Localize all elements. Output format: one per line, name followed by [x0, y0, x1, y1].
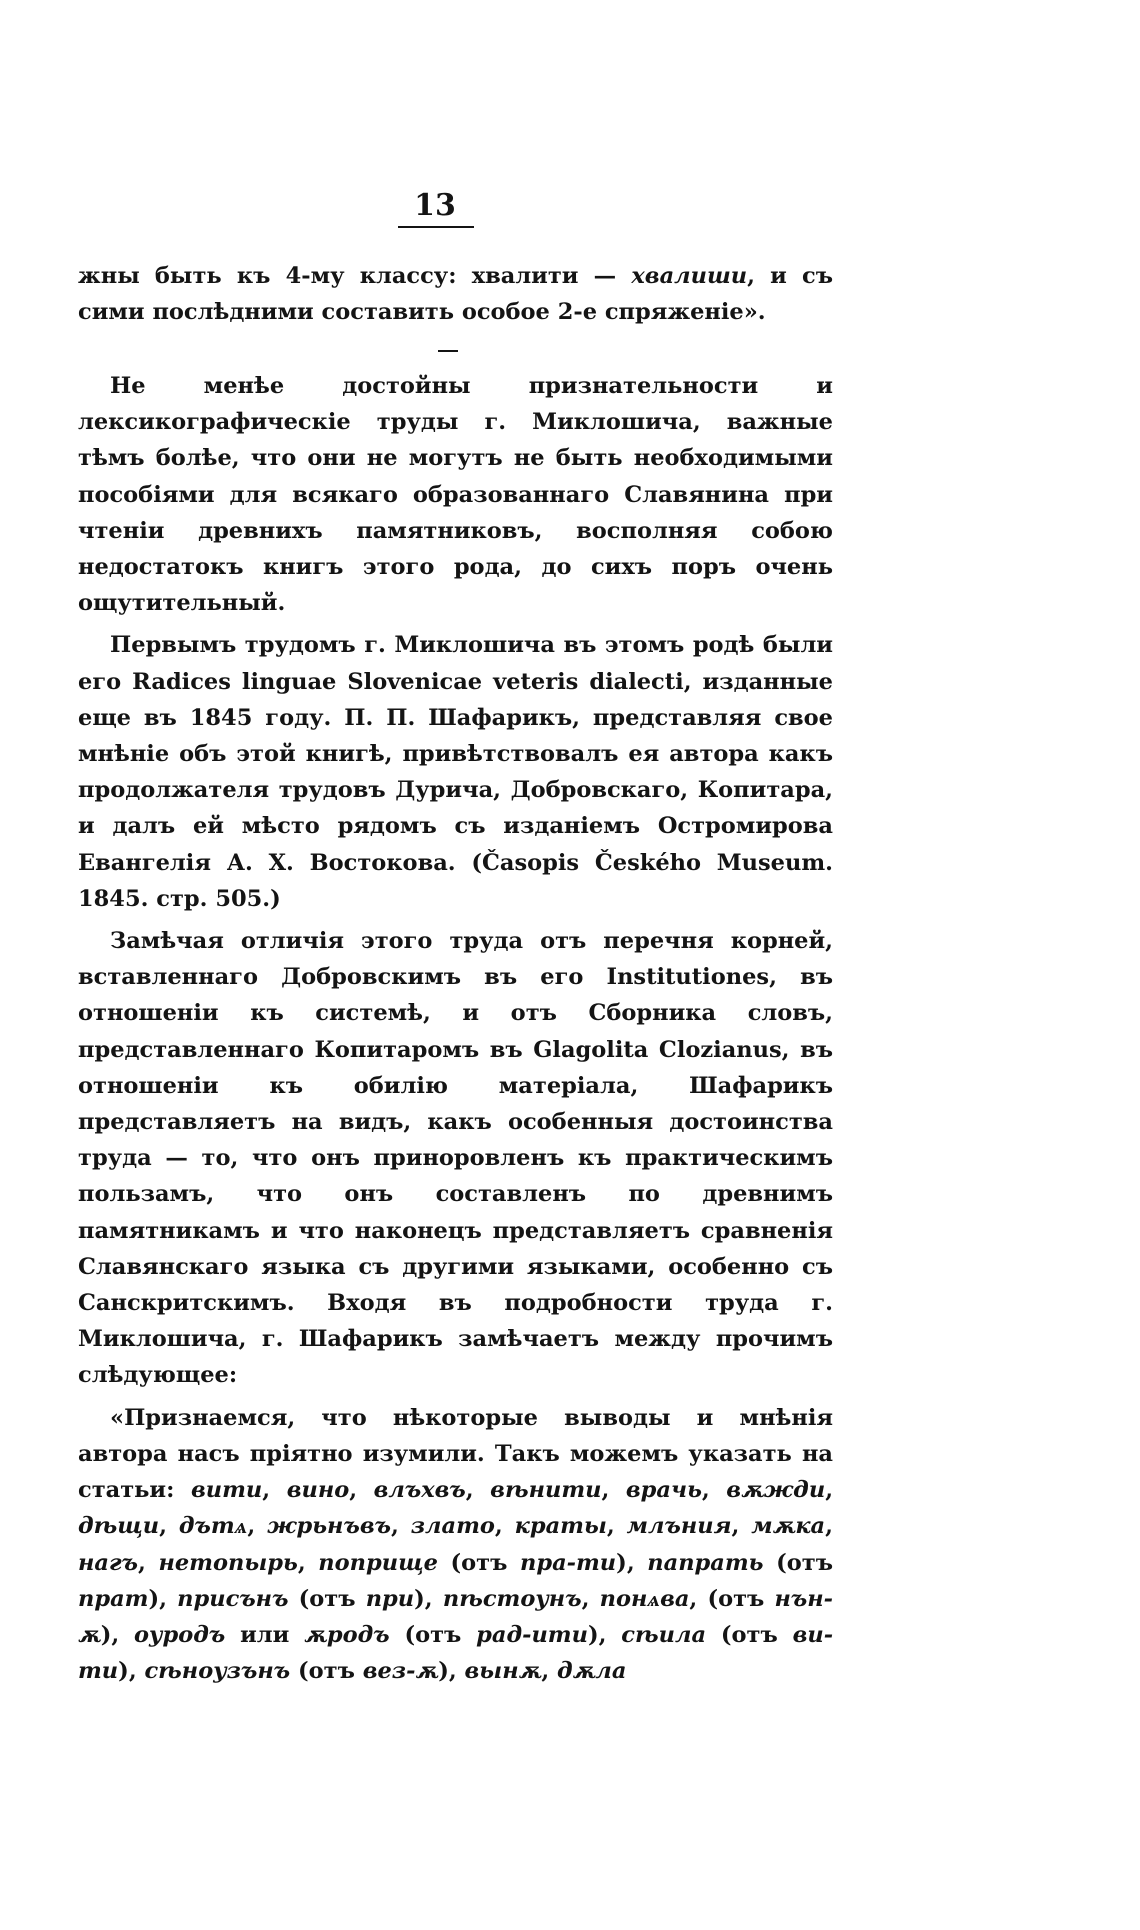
root-prefix-3: отъ — [309, 1585, 366, 1612]
word-senouzn: сѣноузънъ — [144, 1658, 291, 1685]
word-zlato: злато — [410, 1513, 495, 1540]
word-vynu: вынѫ — [464, 1658, 542, 1685]
word-ditya: дътѧ — [178, 1513, 248, 1540]
word-vazhdi: вѫжди — [726, 1477, 826, 1504]
page-number-rule — [398, 226, 474, 228]
quote-lead: «Признаемся, что нѣкоторые выводы и мнѣнія автора насъ пріятно изумили. Такъ можемъ указать на статьи: — [78, 1404, 833, 1504]
root-word-3: при — [365, 1585, 415, 1612]
word-vlkhv: влъхвъ — [373, 1477, 466, 1504]
root-word-5: рад-ити — [476, 1621, 588, 1648]
root-word-7: вез-ѫ — [362, 1658, 439, 1685]
word-pestoun: пѣстоунъ — [442, 1585, 582, 1612]
fragment-italic-word: хвалиши — [631, 263, 748, 289]
paragraph-3: Замѣчая отличія этого труда отъ перечня корней, вставленнаго Добровскимъ въ его Institutiones, въ отношеніи къ системѣ, и отъ Сборника словъ, представленнаго Копитаромъ въ Glagolita Clozianus, въ отношеніи къ обилію матеріала, Шафарикъ представляетъ на видъ, какъ особенныя достоинства труда — то, что онъ приноровленъ къ практическимъ пользамъ, что онъ составленъ по древнимъ памятникамъ и что наконецъ представляетъ сравненія Славянскаго языка съ другими языками, особенно съ Санскритскимъ. Входя въ подробности труда г. Миклошича, г. Шафарикъ замѣчаетъ между прочимъ слѣдующее: — [78, 928, 833, 1389]
word-sila: сѣила — [621, 1621, 707, 1648]
word-poprishche: поприще — [318, 1549, 438, 1576]
paragraph-2: Первымъ трудомъ г. Миклошича въ этомъ родѣ были его Radices linguae Slovenicae veteris dialecti, изданные еще въ 1845 году. П. П. Шафарикъ, представляя свое мнѣніе объ этой книгѣ, привѣтствовалъ ея автора какъ продолжателя трудовъ Дурича, Добровскаго, Копитара, и далъ ей мѣсто рядомъ съ изданіемъ Остромирова Евангелія А. Х. Востокова. (Časopis Českého Museum. 1845. стр. 505.) — [78, 632, 833, 912]
root-word-4: нън-ѫ — [78, 1585, 834, 1648]
word-mlnia: млъния — [626, 1513, 732, 1540]
quote-paragraph: «Признаемся, что нѣкоторые выводы и мнѣнія автора насъ пріятно изумили. Такъ можемъ указать на статьи: вити, вино, влъхвъ, вѣнити, врачь, вѫжди, дѣщи, дътѧ, жрьнъвъ, злато, краты, млъния, мѫка, нагъ, нетопырь, поприще (отъ пра-ти), папрать (отъ прат), присънъ (отъ при), пѣстоунъ, понѧва, (отъ нън-ѫ), оуродъ или ѫродъ (отъ рад-ити), сѣила (отъ ви-ти), сѣноузънъ (отъ вез-ѫ), вынѫ, дѫла — [78, 1404, 834, 1685]
word-urod: ѫродъ — [304, 1621, 390, 1648]
paragraph-1: Не менѣе достойны признательности и лексикографическіе труды г. Миклошича, важные тѣмъ болѣе, что они не могутъ не быть необходимыми пособіями для всякаго образованнаго Славянина при чтеніи древнихъ памятниковъ, восполняя собою недостатокъ книгъ этого рода, до сихъ поръ очень ощутительный. — [78, 373, 833, 617]
conjunction-or: или — [225, 1621, 305, 1648]
root-prefix-5: отъ — [415, 1621, 477, 1648]
word-dula: дѫла — [556, 1658, 627, 1685]
word-viti: вити — [190, 1477, 263, 1504]
fragment-text-part1: жны быть къ 4-му классу: хвалити — — [78, 263, 632, 289]
word-paprat: папрать — [647, 1549, 764, 1576]
root-prefix-1: отъ — [461, 1549, 520, 1576]
word-vrach: врачь — [625, 1477, 702, 1504]
word-nag: нагъ — [78, 1549, 138, 1576]
fragment-text-part2: , и съ сими послѣдними составить особое 2-е спряженіе». — [78, 263, 833, 326]
root-word-1: пра-ти — [519, 1549, 617, 1576]
root-word-6: ви-ти — [78, 1621, 834, 1685]
main-text — [78, 368, 833, 1689]
word-vino: вино — [286, 1477, 350, 1504]
root-prefix-2: отъ — [786, 1549, 833, 1576]
word-zhrnv: жрьнъвъ — [267, 1513, 391, 1540]
root-word-2: прат — [78, 1585, 149, 1612]
fragment-text — [78, 258, 833, 330]
word-veniti: вѣнити — [490, 1477, 602, 1504]
page-number: 13 — [414, 188, 456, 223]
word-ourod: оуродъ — [134, 1621, 226, 1648]
root-prefix-6: отъ — [731, 1621, 793, 1648]
word-deshchi: дѣщи — [78, 1513, 160, 1540]
root-prefix-4: отъ — [718, 1585, 775, 1612]
word-kraty: краты — [514, 1513, 607, 1540]
word-prisn: присънъ — [177, 1585, 289, 1612]
section-separator — [438, 350, 458, 352]
word-muka: мѫка — [751, 1513, 826, 1540]
continuation-fragment — [78, 258, 833, 330]
word-netopyr: нетопырь — [158, 1549, 298, 1576]
root-prefix-7: отъ — [308, 1658, 363, 1685]
word-ponyava: понѧва — [599, 1585, 690, 1612]
